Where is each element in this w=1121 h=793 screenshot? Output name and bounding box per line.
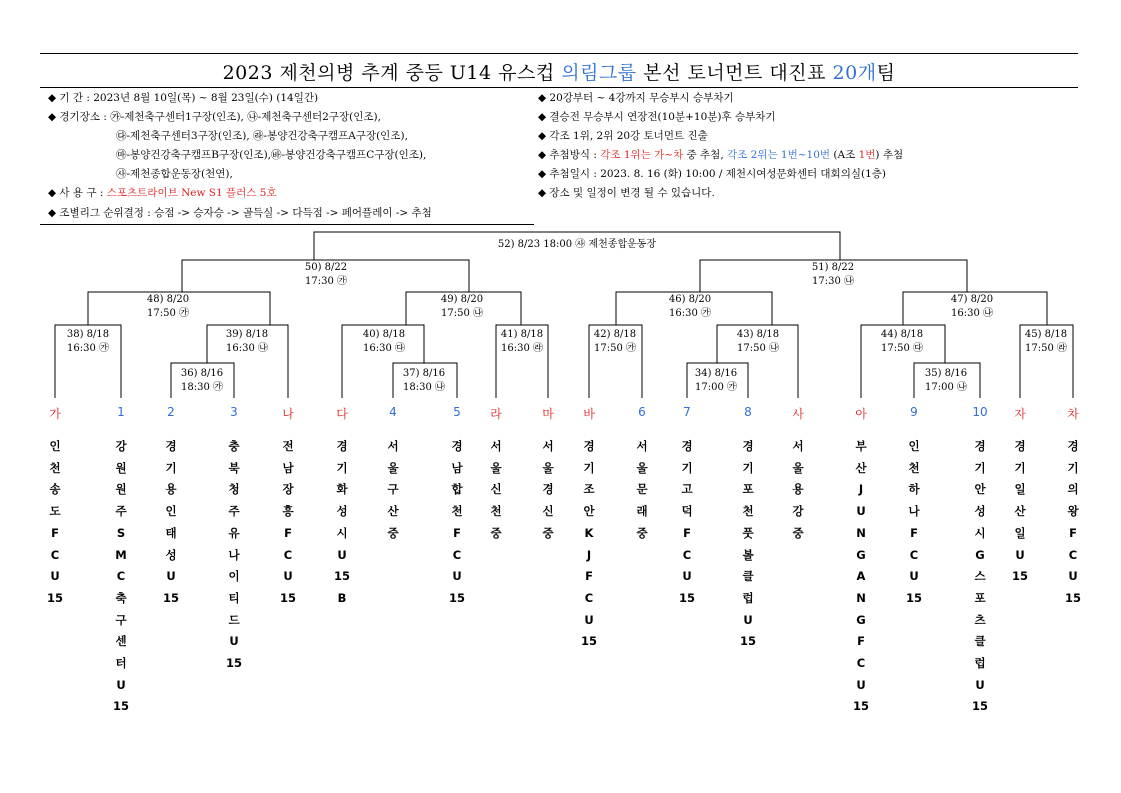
team-name-char: 산 <box>855 460 867 475</box>
team-name-char: 구 <box>387 482 399 497</box>
team-name-char: F <box>683 525 691 540</box>
team-name-char: 15 <box>225 656 242 671</box>
match-34-label: 34) 8/16 17:00 ㉮ <box>694 368 738 393</box>
seed-label: 8 <box>744 405 752 419</box>
team-name-char: 축 <box>115 590 127 605</box>
team-name-char: 볼 <box>742 547 754 562</box>
team-name-char: U <box>166 569 176 584</box>
team-name-char: 장 <box>282 482 294 497</box>
team-name-char: F <box>284 525 292 540</box>
team-name-char: 성 <box>974 504 986 519</box>
team-name-char: 중 <box>542 525 554 540</box>
seed-label: 바 <box>583 407 595 421</box>
team-name-char: 서 <box>542 439 554 453</box>
team-name-char: 전 <box>282 439 294 453</box>
seed-label: 9 <box>910 405 918 419</box>
team-name-char: U <box>116 677 126 692</box>
team-name-char: 경 <box>583 439 595 453</box>
team-name-char: 구 <box>115 612 127 627</box>
team-name-char: 안 <box>583 504 595 519</box>
team-name-char: 15 <box>905 590 922 605</box>
team-name-char: 도 <box>49 504 61 519</box>
team-name-char: 15 <box>1064 590 1081 605</box>
team-name-char: 경 <box>1014 439 1026 453</box>
team-name-char: 중 <box>490 525 502 540</box>
seed-label: 2 <box>167 405 175 419</box>
match-48-label: 48) 8/20 17:50 ㉮ <box>146 294 190 319</box>
info-ranking: ◆ 조별리그 순위결정 : 승점 -> 승자승 -> 골득실 -> 다득점 -> 페어플레이 -> 추첨 <box>48 207 432 219</box>
team-name-char: 15 <box>739 634 756 649</box>
team-name <box>161 436 181 610</box>
team-name-char: 안 <box>974 482 986 497</box>
team-name <box>224 436 244 675</box>
team-name-char: 경 <box>542 482 554 497</box>
team-name-char: F <box>585 569 593 584</box>
team-name-char: 15 <box>112 699 129 714</box>
team-name-char: 청 <box>228 482 240 497</box>
team-name-char: 서 <box>490 439 502 453</box>
team-name-char: M <box>115 547 127 562</box>
team-name <box>1063 436 1083 610</box>
team-name-char: U <box>50 569 60 584</box>
match-36-label: 36) 8/16 18:30 ㉮ <box>180 368 224 393</box>
match-47-label: 47) 8/20 16:30 ㉯ <box>950 294 994 319</box>
seed-label: 사 <box>792 407 804 421</box>
team-name-char: 원 <box>115 482 127 497</box>
team-name-char: 원 <box>115 460 127 475</box>
team-name-char: F <box>453 525 461 540</box>
match-42-label: 42) 8/18 17:50 ㉮ <box>593 329 637 354</box>
team-name <box>45 436 65 610</box>
team-name-char: 흥 <box>282 504 294 519</box>
team-name-char: 클 <box>974 634 986 649</box>
team-name-char: 경 <box>451 439 463 453</box>
team-name-char: 기 <box>742 460 754 475</box>
team-name-char: U <box>1015 547 1025 562</box>
team-name-char: 중 <box>387 525 399 540</box>
team-name-char: 합 <box>451 482 463 497</box>
team-name-char: 시 <box>336 525 348 540</box>
team-name-char: 15 <box>46 590 63 605</box>
team-name-char: F <box>910 525 918 540</box>
team-name-char: 15 <box>448 590 465 605</box>
team-name-char: F <box>1069 525 1077 540</box>
team-name-char: 남 <box>282 460 294 475</box>
seed-label: 4 <box>389 405 397 419</box>
match-52-label: 52) 8/23 18:00 ㉴ 제천종합운동장 <box>497 239 657 250</box>
team-name-char: 용 <box>792 482 804 497</box>
team-name-char: 포 <box>974 590 986 605</box>
team-name <box>738 436 758 653</box>
match-49-label: 49) 8/20 17:50 ㉯ <box>440 294 484 319</box>
team-name-char: 문 <box>636 482 648 497</box>
match-39-label: 39) 8/18 16:30 ㉯ <box>225 329 269 354</box>
team-name-char: C <box>909 547 919 562</box>
team-name-char: 15 <box>852 699 869 714</box>
team-name <box>538 436 558 545</box>
team-name-char: N <box>856 590 866 605</box>
team-name-char: 인 <box>908 439 920 453</box>
team-name <box>111 436 131 718</box>
team-name-char: 울 <box>542 460 554 475</box>
team-name-char: 강 <box>792 504 804 519</box>
match-43-label: 43) 8/18 17:50 ㉯ <box>736 329 780 354</box>
seed-label: 차 <box>1067 407 1079 421</box>
team-name-char: 경 <box>974 439 986 453</box>
team-name-char: 서 <box>792 439 804 453</box>
info-venue: ◆ 경기장소 : ㉮-제천축구센터1구장(인조), ㉯-제천축구센터2구장(인조), <box>48 111 381 123</box>
team-name <box>851 436 871 718</box>
team-name-char: 일 <box>1014 525 1026 540</box>
team-name-char: 기 <box>1014 460 1026 475</box>
team-name-char: 기 <box>165 460 177 475</box>
team-name <box>278 436 298 610</box>
team-name-char: 신 <box>542 504 554 519</box>
team-name-char: 기 <box>1067 460 1079 475</box>
team-name-char: 15 <box>279 590 296 605</box>
team-name-char: U <box>856 677 866 692</box>
team-name-char: G <box>856 547 866 562</box>
team-name-char: U <box>283 569 293 584</box>
match-37-label: 37) 8/16 18:30 ㉯ <box>402 368 446 393</box>
team-name-char: 울 <box>792 460 804 475</box>
team-name-char: 경 <box>742 439 754 453</box>
team-name-char: 왕 <box>1067 504 1079 519</box>
info-draw-method: ◆ 추첨방식 : 각조 1위는 가~차 중 추첨, 각조 2위는 1번~10번 (A조 1번) 추첨 <box>538 149 904 161</box>
team-name-char: J <box>858 482 864 497</box>
team-name-char: 중 <box>636 525 648 540</box>
team-name <box>677 436 697 610</box>
team-name-char: 천 <box>908 460 920 475</box>
seed-label: 5 <box>453 405 461 419</box>
match-51-label: 51) 8/22 17:30 ㉯ <box>811 262 855 287</box>
team-name-char: 경 <box>681 439 693 453</box>
team-name-char: 드 <box>228 612 240 627</box>
info-venue-4: ㉴-제천종합운동장(천연), <box>116 168 233 180</box>
team-name-char: 고 <box>681 482 693 497</box>
team-name-char: C <box>116 569 126 584</box>
team-name-char: 송 <box>49 482 61 497</box>
team-name-char: 이 <box>228 569 240 584</box>
team-name-char: 기 <box>681 460 693 475</box>
team-name-char: 시 <box>974 525 986 540</box>
info-period: ◆ 기 간 : 2023년 8월 10일(목) ~ 8월 23일(수) (14일간) <box>48 92 319 104</box>
info-draw-date: ◆ 추첨일시 : 2023. 8. 16 (화) 10:00 / 제천시여성문화센터 대회의실(1층) <box>538 168 887 180</box>
team-name-char: 15 <box>333 569 350 584</box>
team-name-char: U <box>975 677 985 692</box>
team-name-char: 주 <box>115 504 127 519</box>
team-name-char: 남 <box>451 460 463 475</box>
seed-label: 나 <box>282 407 294 421</box>
team-name <box>579 436 599 653</box>
team-name-char: C <box>50 547 60 562</box>
team-name-char: 티 <box>228 590 240 605</box>
team-name-char: 유 <box>228 525 240 540</box>
team-name-char: U <box>452 569 462 584</box>
team-name-char: 천 <box>451 504 463 519</box>
team-name-char: 경 <box>336 439 348 453</box>
team-name-char: 15 <box>971 699 988 714</box>
team-name-char: 주 <box>228 504 240 519</box>
team-name-char: 포 <box>742 482 754 497</box>
team-name-char: 산 <box>1014 504 1026 519</box>
team-name-char: 래 <box>636 504 648 519</box>
team-name-char: 클 <box>742 569 754 584</box>
team-name-char: G <box>975 547 985 562</box>
team-name-char: 신 <box>490 482 502 497</box>
seed-label: 1 <box>117 405 125 419</box>
team-name-char: 스 <box>974 569 986 584</box>
team-name-char: 산 <box>387 504 399 519</box>
team-name <box>447 436 467 610</box>
team-name-char: 중 <box>792 525 804 540</box>
seed-label: 가 <box>49 407 61 421</box>
team-name <box>486 436 506 545</box>
team-name-char: 기 <box>336 460 348 475</box>
seed-label: 자 <box>1014 407 1026 421</box>
team-name-char: 터 <box>115 656 127 671</box>
team-name-char: U <box>909 569 919 584</box>
team-name-char: 천 <box>490 504 502 519</box>
team-name-char: 나 <box>908 504 920 519</box>
match-35-label: 35) 8/16 17:00 ㉯ <box>924 368 968 393</box>
team-name-char: F <box>857 634 865 649</box>
team-name <box>788 436 808 545</box>
team-name-char: C <box>452 547 462 562</box>
team-name-char: C <box>584 590 594 605</box>
team-name-char: F <box>51 525 59 540</box>
match-50-label: 50) 8/22 17:30 ㉮ <box>304 262 348 287</box>
team-name-char: 덕 <box>681 504 693 519</box>
team-name-char: K <box>584 525 594 540</box>
team-name-char: C <box>682 547 692 562</box>
info-pk-rule: ◆ 20강부터 ~ 4강까지 무승부시 승부차기 <box>538 92 734 104</box>
match-46-label: 46) 8/20 16:30 ㉮ <box>668 294 712 319</box>
team-name-char: C <box>1068 547 1078 562</box>
team-name-char: U <box>229 634 239 649</box>
team-name-char: 인 <box>165 504 177 519</box>
team-name-char: 15 <box>580 634 597 649</box>
team-name-char: 울 <box>387 460 399 475</box>
team-name-char: 일 <box>1014 482 1026 497</box>
team-name-char: 천 <box>742 504 754 519</box>
team-name-char: 충 <box>228 439 240 453</box>
seed-label: 마 <box>542 407 554 421</box>
team-name-char: 의 <box>1067 482 1079 497</box>
team-name-char: 나 <box>228 547 240 562</box>
team-name <box>383 436 403 545</box>
team-name-char: G <box>856 612 866 627</box>
team-name-char: 15 <box>162 590 179 605</box>
info-venue-3: ㉲-봉양건강축구캠프B구장(인조),㉳-봉양건강축구캠프C구장(인조), <box>116 149 427 161</box>
match-38-label: 38) 8/18 16:30 ㉮ <box>66 329 110 354</box>
team-name-char: 인 <box>49 439 61 453</box>
team-name-char: 화 <box>336 482 348 497</box>
team-name-char: N <box>856 525 866 540</box>
team-name <box>332 436 352 610</box>
team-name-char: 기 <box>583 460 595 475</box>
team-name-char: 강 <box>115 439 127 453</box>
seed-label: 6 <box>638 405 646 419</box>
match-44-label: 44) 8/18 17:50 ㉰ <box>880 329 924 354</box>
seed-label: 3 <box>230 405 238 419</box>
info-advance: ◆ 각조 1위, 2위 20강 토너먼트 진출 <box>538 130 708 142</box>
page-title: 2023 제천의병 추계 중등 U14 유스컵 의림그룹 본선 토너먼트 대진표 20개팀 <box>222 62 896 84</box>
team-name-char: S <box>116 525 126 540</box>
team-name-char: 조 <box>583 482 595 497</box>
team-name-char: 울 <box>490 460 502 475</box>
info-change-notice: ◆ 장소 및 일정이 변경 될 수 있습니다. <box>538 187 715 199</box>
team-name-char: 북 <box>228 460 240 475</box>
team-name-char: 천 <box>49 460 61 475</box>
team-name-char: 경 <box>165 439 177 453</box>
team-name-char: B <box>337 590 347 605</box>
match-40-label: 40) 8/18 16:30 ㉰ <box>362 329 406 354</box>
team-name-char: U <box>743 612 753 627</box>
team-name-char: 서 <box>636 439 648 453</box>
team-name-char: 풋 <box>742 525 754 540</box>
seed-label: 7 <box>683 405 691 419</box>
team-name-char: U <box>682 569 692 584</box>
seed-label: 아 <box>855 407 867 421</box>
team-name <box>632 436 652 545</box>
team-name-char: 성 <box>165 547 177 562</box>
seed-label: 다 <box>336 407 348 421</box>
info-ball: ◆ 사 용 구 : 스포츠트라이브 New S1 플러스 5호 <box>48 187 277 199</box>
seed-label: 10 <box>972 405 988 419</box>
team-name-char: 태 <box>165 525 177 540</box>
team-name-char: U <box>1068 569 1078 584</box>
seed-label: 라 <box>490 407 502 421</box>
team-name-char: 기 <box>974 460 986 475</box>
team-name-char: 서 <box>387 439 399 453</box>
team-name-char: 15 <box>678 590 695 605</box>
team-name <box>1010 436 1030 588</box>
team-name <box>904 436 924 610</box>
team-name-char: U <box>337 547 347 562</box>
info-venue-2: ㉰-제천축구센터3구장(인조), ㉱-봉양건강축구캠프A구장(인조), <box>116 130 408 142</box>
match-45-label: 45) 8/18 17:50 ㉱ <box>1024 329 1068 354</box>
team-name-char: 럽 <box>742 590 754 605</box>
team-name-char: 15 <box>1011 569 1028 584</box>
match-41-label: 41) 8/18 16:30 ㉱ <box>500 329 544 354</box>
team-name-char: C <box>283 547 293 562</box>
team-name-char: 울 <box>636 460 648 475</box>
team-name-char: U <box>856 504 866 519</box>
team-name-char: 경 <box>1067 439 1079 453</box>
team-name-char: 성 <box>336 504 348 519</box>
team-name-char: 하 <box>908 482 920 497</box>
team-name-char: A <box>856 569 866 584</box>
team-name-char: 츠 <box>974 612 986 627</box>
team-name-char: U <box>584 612 594 627</box>
team-name-char: J <box>586 547 592 562</box>
team-name-char: C <box>856 656 866 671</box>
team-name-char: 부 <box>855 439 867 453</box>
team-name <box>970 436 990 718</box>
team-name-char: 용 <box>165 482 177 497</box>
team-name-char: 럽 <box>974 656 986 671</box>
info-final-rule: ◆ 결승전 무승부시 연장전(10분+10분)후 승부차기 <box>538 111 776 123</box>
team-name-char: 센 <box>115 634 127 649</box>
